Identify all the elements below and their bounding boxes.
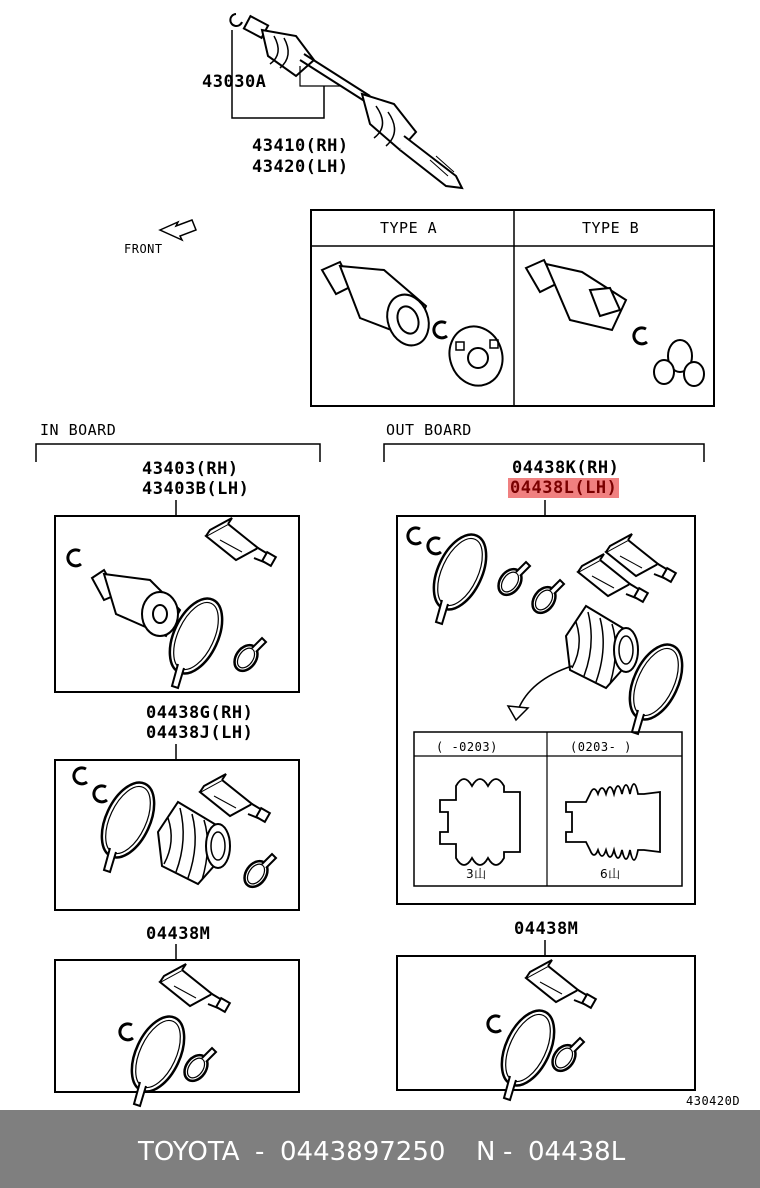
type-b-label: TYPE B (582, 219, 640, 237)
kit-box-43403 (55, 516, 299, 692)
kit-box-04438m-right (397, 956, 695, 1100)
front-arrow-icon (160, 220, 196, 240)
part-number-04438j[interactable]: 04438J(LH) (146, 723, 254, 743)
fold-count-a: 3山 (466, 867, 487, 881)
front-label: FRONT (124, 242, 163, 256)
kit-box-04438g (55, 760, 299, 910)
footer-separator-2: - (503, 1137, 513, 1167)
fold-count-b: 6山 (600, 867, 621, 881)
part-number-04438l-highlighted[interactable]: 04438L(LH) (510, 478, 618, 498)
footer-bar (0, 1110, 760, 1188)
type-b-joint (526, 260, 704, 386)
in-board-label: IN BOARD (40, 421, 117, 439)
drawing-number: 430420D (686, 1094, 741, 1108)
part-number-43403[interactable]: 43403(RH) (142, 459, 239, 479)
part-number-43420[interactable]: 43420(LH) (252, 157, 349, 177)
part-number-43410[interactable]: 43410(RH) (252, 136, 349, 156)
part-number-43030a[interactable]: 43030A (202, 72, 267, 92)
footer-brand: TOYOTA (138, 1137, 240, 1167)
part-number-04438m-left[interactable]: 04438M (146, 924, 211, 944)
part-number-04438k[interactable]: 04438K(RH) (512, 458, 620, 478)
footer-code-label: N (476, 1137, 496, 1167)
type-a-label: TYPE A (380, 219, 438, 237)
leader-43410 (300, 66, 340, 86)
range-label-a: ( -0203) (436, 740, 498, 754)
part-number-04438g[interactable]: 04438G(RH) (146, 703, 254, 723)
kit-box-04438m-left (55, 960, 299, 1106)
out-board-label: OUT BOARD (386, 421, 472, 439)
range-label-b: (0203- ) (570, 740, 632, 754)
type-a-joint (322, 262, 511, 393)
footer-oem-number: 0443897250 (280, 1137, 446, 1167)
part-number-43403b[interactable]: 43403B(LH) (142, 479, 250, 499)
footer-separator: - (255, 1137, 265, 1167)
footer-code: 04438L (528, 1137, 626, 1167)
kit-box-04438l (397, 516, 695, 904)
part-number-04438m-right[interactable]: 04438M (514, 919, 579, 939)
